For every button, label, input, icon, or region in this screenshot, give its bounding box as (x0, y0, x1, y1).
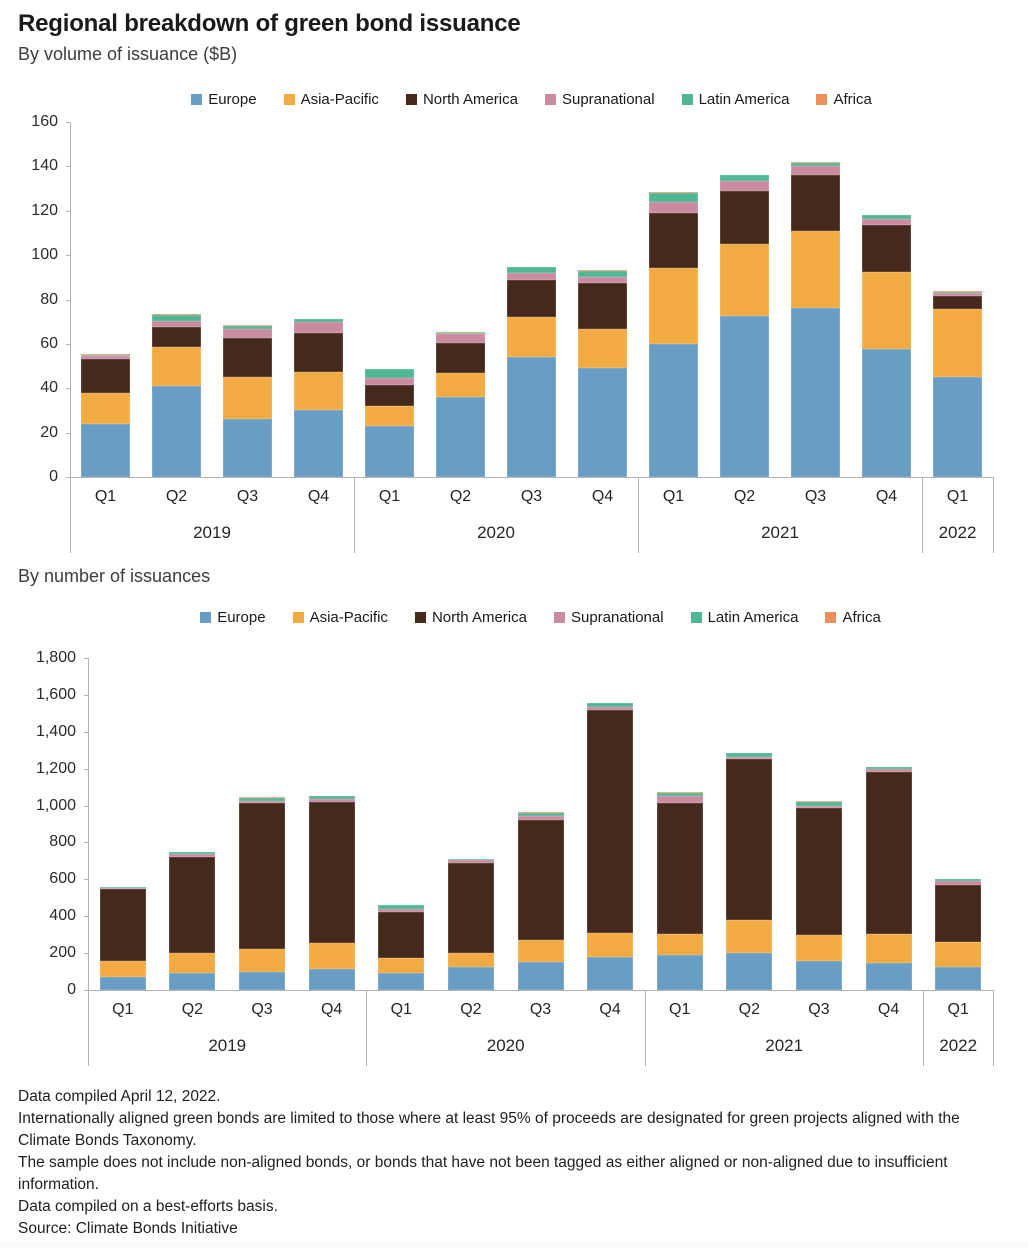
year-separator (993, 477, 994, 553)
segment-asia-pacific (933, 309, 982, 377)
y-axis-line (88, 658, 89, 990)
y-tick-label: 120 (31, 201, 58, 219)
legend-swatch-icon-latin-america (691, 612, 702, 623)
legend-item-europe (200, 609, 265, 626)
segment-asia-pacific (294, 372, 343, 411)
y-tick-mark (66, 300, 70, 301)
segment-north-america (796, 808, 842, 935)
segment-north-america (365, 385, 414, 406)
segment-europe (518, 962, 564, 990)
segment-supranational (294, 322, 343, 333)
y-axis-line (70, 122, 71, 477)
bar-2021-Q1 (657, 792, 703, 990)
bar-2019-Q2 (169, 852, 215, 990)
x-label-quarter: Q3 (808, 1001, 830, 1018)
segment-north-america (791, 175, 840, 230)
segment-supranational (862, 219, 911, 226)
segment-europe (862, 349, 911, 477)
segment-europe (169, 973, 215, 990)
segment-north-america (100, 889, 146, 961)
x-label-quarter: Q1 (112, 1001, 134, 1018)
legend-swatch-icon-africa (825, 612, 836, 623)
segment-asia-pacific (578, 329, 627, 368)
bar-2020-Q4 (578, 270, 627, 477)
bar-2019-Q3 (239, 797, 285, 990)
segment-north-america (933, 296, 982, 309)
y-tick-label: 100 (31, 246, 58, 264)
chart-count-plot (0, 649, 1028, 1068)
y-tick-label: 800 (49, 833, 76, 851)
segment-asia-pacific (309, 943, 355, 969)
segment-europe (81, 424, 130, 477)
y-tick-mark (66, 255, 70, 256)
segment-supranational (507, 273, 556, 280)
y-tick-mark (84, 953, 88, 954)
segment-asia-pacific (657, 934, 703, 955)
segment-asia-pacific (518, 940, 564, 962)
bar-2020-Q2 (448, 858, 494, 990)
bar-2020-Q4 (587, 703, 633, 990)
y-tick-label: 1,200 (35, 759, 76, 777)
bar-2020-Q1 (378, 905, 424, 990)
x-label-quarter: Q1 (669, 1001, 691, 1018)
legend-item-supranational (554, 609, 664, 626)
segment-europe (507, 357, 556, 477)
legend-label: Asia-Pacific (309, 608, 388, 626)
segment-supranational (720, 181, 769, 191)
segment-asia-pacific (223, 377, 272, 419)
segment-north-america (223, 338, 272, 377)
x-label-quarter: Q1 (378, 488, 401, 505)
bar-2021-Q3 (796, 801, 842, 990)
segment-north-america (169, 857, 215, 953)
segment-supranational (152, 321, 201, 328)
legend-label: Europe (208, 90, 257, 108)
segment-europe (657, 955, 703, 990)
footnote-line: Data compiled on a best-efforts basis. (18, 1198, 278, 1215)
legend-swatch-icon-europe (200, 612, 211, 623)
chart-volume-plot (0, 113, 1028, 555)
footnote-line: Internationally aligned green bonds are limited to those where at least 95% of proceeds are designated for green projects aligned with the Climate Bonds Taxonomy. (18, 1110, 960, 1149)
x-label-quarter: Q1 (946, 488, 969, 505)
x-label-quarter: Q4 (875, 488, 898, 505)
x-label-year: 2022 (939, 1036, 978, 1055)
y-tick-mark (66, 122, 70, 123)
segment-europe (294, 410, 343, 477)
x-label-quarter: Q3 (251, 1001, 273, 1018)
page-title: Regional breakdown of green bond issuance (18, 10, 521, 37)
x-label-quarter: Q3 (236, 488, 259, 505)
legend-label: Latin America (698, 90, 790, 108)
y-tick-label: 1,400 (35, 722, 76, 740)
bar-2020-Q2 (436, 332, 485, 477)
legend-swatch-icon-asia-pacific (284, 94, 295, 105)
segment-supranational (649, 202, 698, 213)
legend-label: Africa (842, 608, 881, 626)
x-label-year: 2022 (938, 523, 977, 542)
y-tick-mark (84, 842, 88, 843)
segment-latin-america (649, 193, 698, 202)
year-separator (993, 990, 994, 1066)
legend-swatch-icon-europe (191, 94, 202, 105)
segment-north-america (657, 803, 703, 934)
legend-label: Europe (217, 608, 266, 626)
x-axis-line (70, 477, 993, 478)
y-tick-label: 140 (31, 157, 58, 175)
bar-2021-Q2 (720, 175, 769, 477)
y-tick-mark (84, 695, 88, 696)
segment-north-america (935, 885, 981, 942)
x-label-quarter: Q3 (804, 488, 827, 505)
bar-2022-Q1 (935, 879, 981, 990)
bar-2020-Q1 (365, 369, 414, 477)
legend-item-asia-pacific (293, 609, 388, 626)
segment-north-america (436, 343, 485, 373)
chart-count-legend (88, 607, 993, 627)
x-label-quarter: Q3 (520, 488, 543, 505)
x-axis-line (88, 990, 993, 991)
segment-asia-pacific (365, 406, 414, 426)
segment-asia-pacific (726, 920, 772, 953)
bar-2020-Q3 (518, 812, 564, 990)
legend-item-latin-america (682, 91, 790, 108)
bar-2021-Q4 (862, 215, 911, 477)
segment-asia-pacific (378, 958, 424, 973)
x-label-quarter: Q1 (94, 488, 117, 505)
x-label-quarter: Q4 (877, 1001, 900, 1018)
y-tick-mark (84, 916, 88, 917)
x-label-year: 2019 (208, 1036, 247, 1055)
legend-swatch-icon-asia-pacific (293, 612, 304, 623)
bar-2019-Q1 (100, 887, 146, 990)
segment-north-america (81, 359, 130, 392)
y-tick-mark (66, 388, 70, 389)
segment-latin-america (578, 271, 627, 278)
y-tick-mark (66, 211, 70, 212)
segment-europe (309, 969, 355, 990)
legend-label: Africa (833, 90, 872, 108)
bar-2019-Q2 (152, 314, 201, 477)
legend-label: Asia-Pacific (300, 90, 379, 108)
y-tick-label: 1,800 (35, 649, 76, 666)
y-tick-label: 60 (40, 334, 58, 352)
x-label-quarter: Q1 (662, 488, 685, 505)
segment-latin-america (365, 369, 414, 378)
chart-volume-legend (70, 89, 993, 109)
footnotes (18, 1086, 1006, 1240)
x-label-quarter: Q2 (165, 488, 188, 505)
chart-count-subtitle: By number of issuances (18, 566, 211, 586)
bar-2021-Q4 (866, 767, 912, 990)
x-label-year: 2020 (477, 523, 515, 542)
segment-north-america (378, 912, 424, 958)
y-tick-mark (66, 166, 70, 167)
y-tick-label: 160 (31, 113, 58, 130)
x-label-quarter: Q4 (307, 488, 330, 505)
bar-2019-Q4 (294, 319, 343, 477)
segment-europe (436, 397, 485, 477)
segment-europe (796, 961, 842, 990)
y-tick-label: 400 (49, 907, 76, 925)
segment-asia-pacific (720, 244, 769, 316)
chart-volume-subtitle: By volume of issuance ($B) (18, 44, 238, 64)
segment-europe (152, 386, 201, 477)
segment-europe (378, 973, 424, 990)
legend-swatch-icon-latin-america (682, 94, 693, 105)
segment-supranational (223, 329, 272, 338)
segment-asia-pacific (448, 953, 494, 967)
y-tick-mark (84, 806, 88, 807)
segment-asia-pacific (152, 347, 201, 386)
segment-asia-pacific (81, 393, 130, 424)
segment-north-america (448, 863, 494, 953)
y-tick-label: 1,600 (35, 685, 76, 703)
bar-2019-Q3 (223, 325, 272, 477)
legend-item-africa (816, 91, 871, 108)
legend-swatch-icon-north-america (406, 94, 417, 105)
segment-north-america (649, 213, 698, 268)
segment-north-america (152, 327, 201, 347)
y-tick-label: 0 (67, 981, 76, 998)
x-label-quarter: Q2 (460, 1001, 482, 1018)
segment-supranational (791, 166, 840, 175)
x-label-quarter: Q4 (320, 1001, 343, 1018)
x-label-quarter: Q2 (449, 488, 472, 505)
segment-supranational (365, 378, 414, 385)
segment-north-america (239, 803, 285, 950)
segment-supranational (436, 334, 485, 343)
source-line: Source: Climate Bonds Initiative (18, 1220, 238, 1237)
x-label-quarter: Q4 (599, 1001, 621, 1018)
segment-europe (866, 963, 912, 990)
x-label-year: 2020 (486, 1036, 525, 1055)
segment-europe (649, 344, 698, 477)
segment-north-america (294, 333, 343, 372)
y-tick-mark (84, 769, 88, 770)
y-tick-mark (66, 344, 70, 345)
bar-2019-Q1 (81, 354, 130, 477)
segment-europe (578, 368, 627, 477)
y-tick-label: 600 (49, 870, 76, 888)
segment-europe (365, 426, 414, 477)
legend-label: Supranational (570, 608, 664, 626)
legend-item-asia-pacific (284, 91, 379, 108)
legend-label: North America (422, 90, 518, 108)
y-tick-label: 0 (49, 468, 58, 485)
segment-asia-pacific (239, 949, 285, 972)
segment-north-america (309, 802, 355, 943)
segment-north-america (587, 710, 633, 933)
legend-item-europe (191, 91, 256, 108)
bar-2021-Q2 (726, 753, 772, 990)
legend-label: Latin America (707, 608, 799, 626)
segment-europe (223, 419, 272, 477)
legend-label: North America (431, 608, 527, 626)
footnote-line: The sample does not include non-aligned bonds, or bonds that have not been tagged as either aligned or non-aligned due to insufficient information. (18, 1154, 948, 1193)
segment-north-america (726, 759, 772, 920)
segment-asia-pacific (100, 961, 146, 977)
x-label-quarter: Q4 (591, 488, 614, 505)
legend-swatch-icon-africa (816, 94, 827, 105)
segment-europe (935, 967, 981, 990)
segment-asia-pacific (649, 268, 698, 343)
y-tick-mark (84, 658, 88, 659)
x-label-quarter: Q2 (181, 1001, 204, 1018)
segment-europe (448, 967, 494, 990)
legend-item-supranational (545, 91, 655, 108)
legend-swatch-icon-supranational (545, 94, 556, 105)
x-label-quarter: Q1 (947, 1001, 969, 1018)
x-label-year: 2021 (761, 523, 799, 542)
y-tick-label: 80 (40, 290, 58, 308)
legend-label: Supranational (561, 90, 655, 108)
y-tick-label: 1,000 (35, 796, 76, 814)
segment-europe (100, 977, 146, 990)
legend-item-latin-america (691, 609, 799, 626)
legend-swatch-icon-supranational (554, 612, 565, 623)
y-tick-mark (84, 732, 88, 733)
segment-europe (587, 957, 633, 990)
segment-north-america (720, 191, 769, 244)
footnote-line: Data compiled April 12, 2022. (18, 1088, 221, 1105)
segment-north-america (862, 225, 911, 272)
segment-asia-pacific (587, 933, 633, 957)
segment-asia-pacific (866, 934, 912, 963)
x-label-year: 2019 (193, 523, 231, 542)
x-label-quarter: Q2 (733, 488, 756, 505)
bar-2019-Q4 (309, 796, 355, 990)
bottom-strip (0, 1242, 1028, 1248)
y-tick-mark (66, 433, 70, 434)
segment-north-america (866, 772, 912, 934)
y-tick-label: 40 (40, 379, 58, 397)
segment-asia-pacific (935, 942, 981, 967)
segment-north-america (578, 283, 627, 330)
bar-2022-Q1 (933, 291, 982, 477)
segment-europe (720, 316, 769, 477)
segment-asia-pacific (169, 953, 215, 973)
x-label-year: 2021 (765, 1036, 804, 1055)
y-tick-label: 200 (49, 944, 76, 962)
x-label-quarter: Q3 (529, 1001, 552, 1018)
legend-item-north-america (415, 609, 527, 626)
segment-europe (726, 953, 772, 990)
segment-asia-pacific (507, 317, 556, 357)
bar-2020-Q3 (507, 267, 556, 477)
segment-asia-pacific (791, 231, 840, 309)
segment-asia-pacific (436, 373, 485, 397)
y-tick-label: 20 (40, 423, 58, 441)
bar-2021-Q1 (649, 192, 698, 477)
x-label-quarter: Q2 (738, 1001, 760, 1018)
segment-asia-pacific (796, 935, 842, 961)
legend-item-north-america (406, 91, 518, 108)
segment-north-america (518, 820, 564, 940)
segment-north-america (507, 280, 556, 318)
segment-europe (239, 972, 285, 990)
segment-europe (933, 377, 982, 477)
y-tick-mark (84, 879, 88, 880)
bar-2021-Q3 (791, 162, 840, 477)
segment-europe (791, 308, 840, 477)
legend-swatch-icon-north-america (415, 612, 426, 623)
x-label-quarter: Q1 (390, 1001, 412, 1018)
legend-item-africa (825, 609, 880, 626)
segment-asia-pacific (862, 272, 911, 350)
